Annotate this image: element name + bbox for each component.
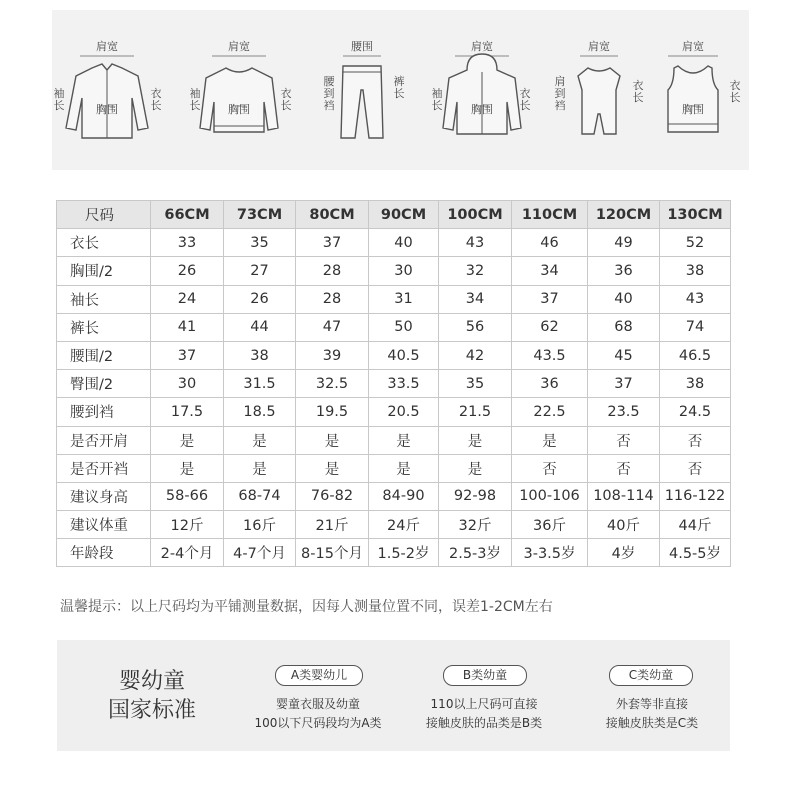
table-row [57, 257, 731, 285]
table-cell: 32斤 [439, 511, 512, 539]
table-cell: 36 [512, 370, 588, 398]
table-cell: 36 [588, 257, 660, 285]
class-a-description [238, 695, 398, 733]
table-cell: 否 [660, 454, 731, 482]
table-cell: 37 [296, 229, 369, 257]
table-cell: 32.5 [296, 370, 369, 398]
table-cell: 否 [588, 454, 660, 482]
table-cell: 30 [369, 257, 439, 285]
row-label: 年龄段 [57, 539, 151, 567]
waist-label: 腰围 [351, 40, 373, 53]
table-cell: 是 [296, 454, 369, 482]
table-cell: 44 [224, 313, 296, 341]
class-c-description [572, 695, 732, 733]
table-cell: 76-82 [296, 482, 369, 510]
table-cell: 20.5 [369, 398, 439, 426]
table-cell: 19.5 [296, 398, 369, 426]
chest-label: 胸围 [96, 103, 118, 116]
table-cell: 28 [296, 285, 369, 313]
body-length-label: 衣 长 [729, 79, 741, 104]
header-size-7: 120CM [588, 201, 660, 229]
table-row [57, 454, 731, 482]
table-cell: 36斤 [512, 511, 588, 539]
table-cell: 26 [151, 257, 224, 285]
row-label: 建议身高 [57, 482, 151, 510]
table-row [57, 539, 731, 567]
class-c-line1: 外套等非直接 [615, 697, 688, 711]
row-label: 袖长 [57, 285, 151, 313]
sleeve-length-label: 袖 长 [431, 87, 443, 112]
standard-title-line2: 国家标准 [107, 698, 196, 723]
table-cell: 40.5 [369, 341, 439, 369]
table-cell: 12斤 [151, 511, 224, 539]
table-cell: 33.5 [369, 370, 439, 398]
table-cell: 18.5 [224, 398, 296, 426]
table-cell: 是 [369, 454, 439, 482]
table-cell: 46.5 [660, 341, 731, 369]
sleeve-length-label: 袖 长 [53, 87, 65, 112]
standard-title [97, 667, 207, 725]
header-size-6: 110CM [512, 201, 588, 229]
row-label: 腰到裆 [57, 398, 151, 426]
table-header-row [57, 201, 731, 229]
table-row [57, 313, 731, 341]
table-cell: 是 [512, 426, 588, 454]
table-cell: 49 [588, 229, 660, 257]
measurement-tip: 温馨提示：以上尺码均为平铺测量数据，因每人测量位置不同，误差1-2CM左右 [60, 599, 553, 615]
table-cell: 37 [588, 370, 660, 398]
table-cell: 是 [296, 426, 369, 454]
table-cell: 45 [588, 341, 660, 369]
table-cell: 2.5-3岁 [439, 539, 512, 567]
table-cell: 116-122 [660, 482, 731, 510]
table-row [57, 398, 731, 426]
table-cell: 31.5 [224, 370, 296, 398]
table-cell: 33 [151, 229, 224, 257]
table-cell: 4岁 [588, 539, 660, 567]
table-cell: 是 [224, 426, 296, 454]
garment-diagram-banner [52, 10, 749, 170]
table-row [57, 426, 731, 454]
header-size-3: 80CM [296, 201, 369, 229]
table-cell: 84-90 [369, 482, 439, 510]
class-c-line2: 接触皮肤类是C类 [605, 716, 699, 730]
table-cell: 50 [369, 313, 439, 341]
table-row [57, 341, 731, 369]
table-cell: 44斤 [660, 511, 731, 539]
national-standard-panel [57, 640, 730, 751]
chest-label: 胸围 [682, 103, 704, 116]
table-cell: 40 [588, 285, 660, 313]
table-cell: 92-98 [439, 482, 512, 510]
table-cell: 21.5 [439, 398, 512, 426]
table-cell: 8-15个月 [296, 539, 369, 567]
table-cell: 24斤 [369, 511, 439, 539]
table-cell: 否 [660, 426, 731, 454]
header-size-8: 130CM [660, 201, 731, 229]
garment-pants [307, 10, 417, 170]
table-cell: 47 [296, 313, 369, 341]
row-label: 是否开裆 [57, 454, 151, 482]
table-row [57, 482, 731, 510]
table-cell: 17.5 [151, 398, 224, 426]
table-cell: 43 [439, 229, 512, 257]
shoulder-to-crotch-label: 肩 到 裆 [554, 75, 566, 112]
table-cell: 34 [512, 257, 588, 285]
pants-length-label: 裤 长 [393, 75, 405, 100]
table-cell: 3-3.5岁 [512, 539, 588, 567]
body-length-label: 衣 长 [280, 87, 292, 112]
table-cell: 52 [660, 229, 731, 257]
body-length-label: 衣 长 [519, 87, 531, 112]
header-size-label: 尺码 [57, 201, 151, 229]
table-cell: 否 [588, 426, 660, 454]
table-cell: 38 [660, 257, 731, 285]
table-row [57, 229, 731, 257]
header-size-4: 90CM [369, 201, 439, 229]
table-cell: 39 [296, 341, 369, 369]
header-size-2: 73CM [224, 201, 296, 229]
garment-vest [638, 10, 748, 170]
sleeve-length-label: 袖 长 [189, 87, 201, 112]
body-length-label: 衣 长 [632, 79, 644, 104]
table-cell: 74 [660, 313, 731, 341]
class-b-line2: 接触皮肤的品类是B类 [425, 716, 543, 730]
garment-shirt [52, 10, 162, 170]
table-cell: 28 [296, 257, 369, 285]
table-cell: 37 [151, 341, 224, 369]
table-cell: 4-7个月 [224, 539, 296, 567]
table-cell: 100-106 [512, 482, 588, 510]
table-cell: 58-66 [151, 482, 224, 510]
table-cell: 68-74 [224, 482, 296, 510]
table-cell: 30 [151, 370, 224, 398]
table-cell: 42 [439, 341, 512, 369]
row-label: 是否开肩 [57, 426, 151, 454]
class-a-line1: 婴童衣服及幼童 [275, 697, 360, 711]
table-cell: 是 [439, 426, 512, 454]
table-cell: 26 [224, 285, 296, 313]
table-cell: 否 [512, 454, 588, 482]
shoulder-width-label: 肩宽 [682, 40, 704, 53]
table-cell: 38 [660, 370, 731, 398]
shoulder-width-label: 肩宽 [96, 40, 118, 53]
row-label: 腰围/2 [57, 341, 151, 369]
row-label: 衣长 [57, 229, 151, 257]
waist-to-crotch-label: 腰 到 裆 [323, 75, 335, 112]
table-cell: 24.5 [660, 398, 731, 426]
table-cell: 4.5-5岁 [660, 539, 731, 567]
shoulder-width-label: 肩宽 [228, 40, 250, 53]
table-cell: 21斤 [296, 511, 369, 539]
table-cell: 41 [151, 313, 224, 341]
table-cell: 1.5-2岁 [369, 539, 439, 567]
table-cell: 38 [224, 341, 296, 369]
chest-label: 胸围 [471, 103, 493, 116]
table-cell: 2-4个月 [151, 539, 224, 567]
table-cell: 23.5 [588, 398, 660, 426]
table-cell: 108-114 [588, 482, 660, 510]
header-size-1: 66CM [151, 201, 224, 229]
table-cell: 40斤 [588, 511, 660, 539]
table-cell: 22.5 [512, 398, 588, 426]
row-label: 裤长 [57, 313, 151, 341]
table-cell: 是 [224, 454, 296, 482]
garment-hoodie [427, 10, 537, 170]
standard-title-line1: 婴幼童 [118, 669, 185, 694]
shoulder-width-label: 肩宽 [471, 40, 493, 53]
table-cell: 43 [660, 285, 731, 313]
table-cell: 35 [439, 370, 512, 398]
class-a-line2: 100以下尺码段均为A类 [254, 716, 382, 730]
table-cell: 是 [369, 426, 439, 454]
table-cell: 24 [151, 285, 224, 313]
class-a-badge: A类婴幼儿 [275, 665, 363, 686]
table-row [57, 511, 731, 539]
table-cell: 32 [439, 257, 512, 285]
table-row [57, 285, 731, 313]
chest-label: 胸围 [228, 103, 250, 116]
class-b-line1: 110以上尺码可直接 [430, 697, 538, 711]
row-label: 建议体重 [57, 511, 151, 539]
table-row [57, 370, 731, 398]
table-cell: 31 [369, 285, 439, 313]
table-cell: 37 [512, 285, 588, 313]
shoulder-width-label: 肩宽 [588, 40, 610, 53]
row-label: 胸围/2 [57, 257, 151, 285]
table-cell: 62 [512, 313, 588, 341]
table-cell: 27 [224, 257, 296, 285]
table-cell: 是 [151, 426, 224, 454]
table-cell: 是 [439, 454, 512, 482]
table-cell: 40 [369, 229, 439, 257]
class-c-badge: C类幼童 [609, 665, 693, 686]
table-cell: 43.5 [512, 341, 588, 369]
garment-sweater [184, 10, 294, 170]
class-b-description [404, 695, 564, 733]
table-cell: 是 [151, 454, 224, 482]
shirt-icon [52, 10, 162, 170]
header-size-5: 100CM [439, 201, 512, 229]
table-cell: 34 [439, 285, 512, 313]
body-length-label: 衣 长 [150, 87, 162, 112]
class-b-badge: B类幼童 [443, 665, 527, 686]
table-cell: 46 [512, 229, 588, 257]
table-cell: 16斤 [224, 511, 296, 539]
size-chart-table [56, 200, 731, 567]
table-cell: 56 [439, 313, 512, 341]
table-cell: 68 [588, 313, 660, 341]
table-cell: 35 [224, 229, 296, 257]
row-label: 臀围/2 [57, 370, 151, 398]
